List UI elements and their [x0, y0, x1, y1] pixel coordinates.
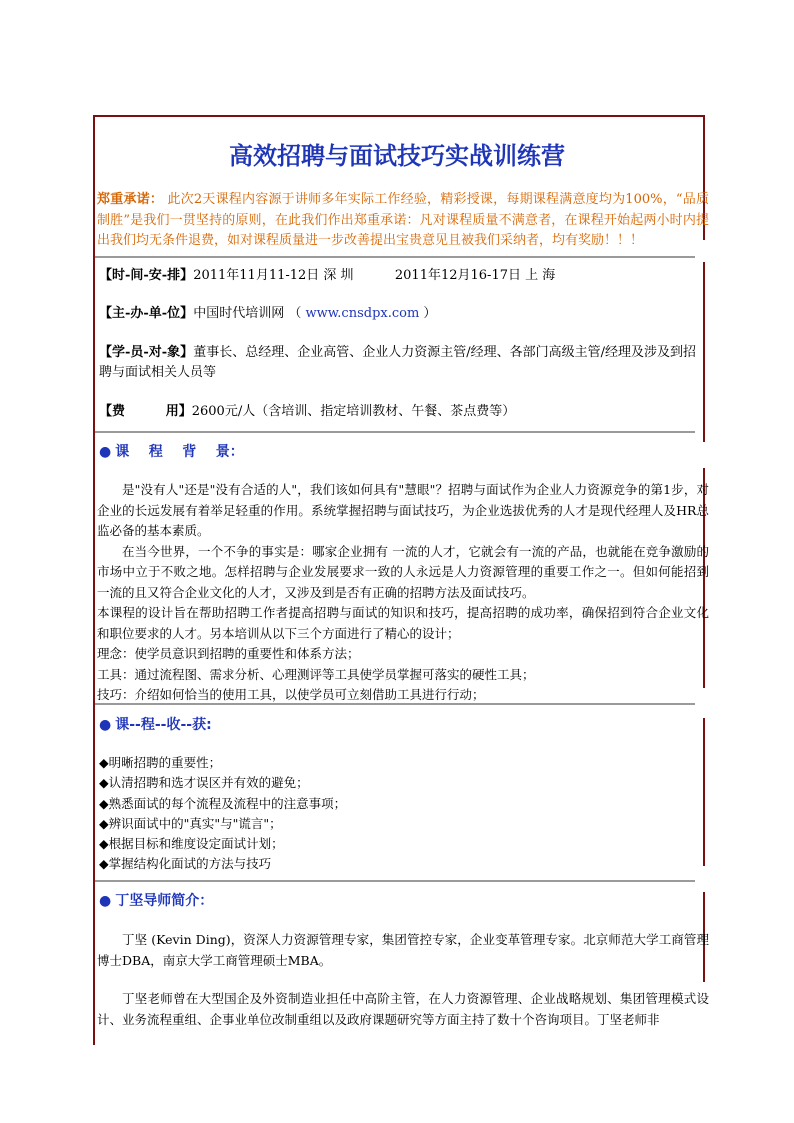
- audience-label: 【学-员-对-象】: [99, 345, 194, 360]
- teacher-paragraph: 丁坚 (Kevin Ding)，资深人力资源管理专家，集团管控专家，企业变革管理专家。北京师范大学工商管理博士DBA，南京大学工商管理硕士MBA。: [97, 932, 709, 968]
- bullet-icon: ●: [99, 444, 112, 460]
- teacher-body: [97, 930, 709, 1030]
- list-item: ◆根据目标和维度设定面试计划；: [99, 836, 284, 852]
- gains-list: [99, 753, 703, 875]
- bullet-icon: ●: [99, 717, 112, 733]
- organizer-label: 【主-办-单-位】: [99, 306, 194, 321]
- promise-text: 此次2天课程内容源于讲师多年实际工作经验，精彩授课，每期课程满意度均为100%，“品质制胜”是我们一贯坚持的原则，在此我们作出郑重承诺：凡对课程质量不满意者，在课程开始起两小时内提出我们均无条件退费，如对课程质量进一步改善提出宝贵意见且被我们采纳者，均有奖励！！！: [97, 192, 709, 248]
- background-paragraph: 在当今世界，一个不争的事实是：哪家企业拥有 一流的人才，它就会有一流的产品，也就能在竞争激励的市场中立于不败之地。怎样招聘与企业发展要求一致的人永远是人力资源管理的重要工作之一。但如何能招到一流的且又符合企业文化的人才，又涉及到是否有正确的招聘方法及面试技巧。: [97, 543, 709, 600]
- background-point: 理念：使学员意识到招聘的重要性和体系方法；: [97, 646, 360, 661]
- page-title: 高效招聘与面试技巧实战训练营: [229, 142, 565, 170]
- background-heading-text: 课 程 背 景：: [115, 444, 244, 460]
- frame-right-border: [703, 262, 705, 442]
- organizer-value-end: ）: [419, 306, 437, 321]
- teacher-paragraph: 丁坚老师曾在大型国企及外资制造业担任中高阶主管，在人力资源管理、企业战略规划、集团管理模式设计、业务流程重组、企事业单位改制重组以及政府课题研究等方面主持了数十个咨询项目。丁坚老师非: [97, 991, 709, 1027]
- background-point: 技巧：介绍如何恰当的使用工具，以使学员可立刻借助工具进行行动；: [97, 687, 485, 702]
- info-organizer: [99, 304, 703, 324]
- organizer-value: 中国时代培训网 （: [193, 306, 306, 321]
- background-heading: [99, 441, 244, 461]
- divider: [95, 880, 695, 882]
- list-item: ◆熟悉面试的每个流程及流程中的注意事项；: [99, 795, 347, 811]
- background-body: [97, 480, 709, 706]
- list-item: ◆明晰招聘的重要性；: [99, 755, 222, 770]
- audience-value: 董事长、总经理、企业高管、企业人力资源主管/经理、各部门高级主管/经理及涉及到招聘与面试相关人员等: [99, 345, 696, 380]
- teacher-heading: [99, 890, 213, 910]
- gains-heading: [99, 714, 212, 734]
- divider: [95, 431, 695, 433]
- list-item: ◆掌握结构化面试的方法与技巧: [99, 856, 272, 872]
- teacher-heading-text: 丁坚导师简介：: [115, 893, 214, 909]
- promise-paragraph: [97, 190, 709, 252]
- divider: [95, 256, 695, 258]
- background-point: 工具：通过流程图、需求分析、心理测评等工具使学员掌握可落实的硬性工具；: [97, 666, 535, 682]
- info-time: [99, 266, 703, 286]
- background-paragraph: 本课程的设计旨在帮助招聘工作者提高招聘与面试的知识和技巧，提高招聘的成功率，确保招到符合企业文化和职位要求的人才。另本培训从以下三个方面进行了精心的设计；: [97, 605, 709, 641]
- frame-left-border: [93, 115, 95, 1045]
- fee-value: 2600元/人（含培训、指定培训教材、午餐、茶点费等）: [191, 404, 516, 419]
- organizer-link[interactable]: www.cnsdpx.com: [305, 306, 420, 321]
- promise-label: 郑重承诺：: [97, 192, 164, 207]
- info-fee: [99, 402, 703, 422]
- gains-heading-text: 课--程--收--获:: [115, 717, 212, 733]
- fee-label: 【费 用】: [99, 404, 192, 419]
- list-item: ◆辨识面试中的"真实"与"谎言"；: [99, 815, 282, 831]
- frame-top-border: [93, 115, 705, 117]
- list-item: ◆认清招聘和选才误区并有效的避免；: [99, 775, 309, 791]
- time-label: 【时-间-安-排】: [99, 268, 194, 283]
- background-paragraph: 是"没有人"还是"没有合适的人"，我们该如何具有"慧眼"？招聘与面试作为企业人力资源竞争的第1步，对企业的长远发展有着举足轻重的作用。系统掌握招聘与面试技巧，为企业选拔优秀的人才是现代经理人及HR总监必备的基本素质。: [97, 482, 709, 538]
- bullet-icon: ●: [99, 893, 112, 909]
- time-value: 2011年11月11-12日 深 圳 2011年12月16-17日 上 海: [193, 268, 556, 283]
- info-audience: [99, 343, 703, 383]
- frame-right-border: [703, 718, 705, 866]
- spacer: [97, 971, 709, 989]
